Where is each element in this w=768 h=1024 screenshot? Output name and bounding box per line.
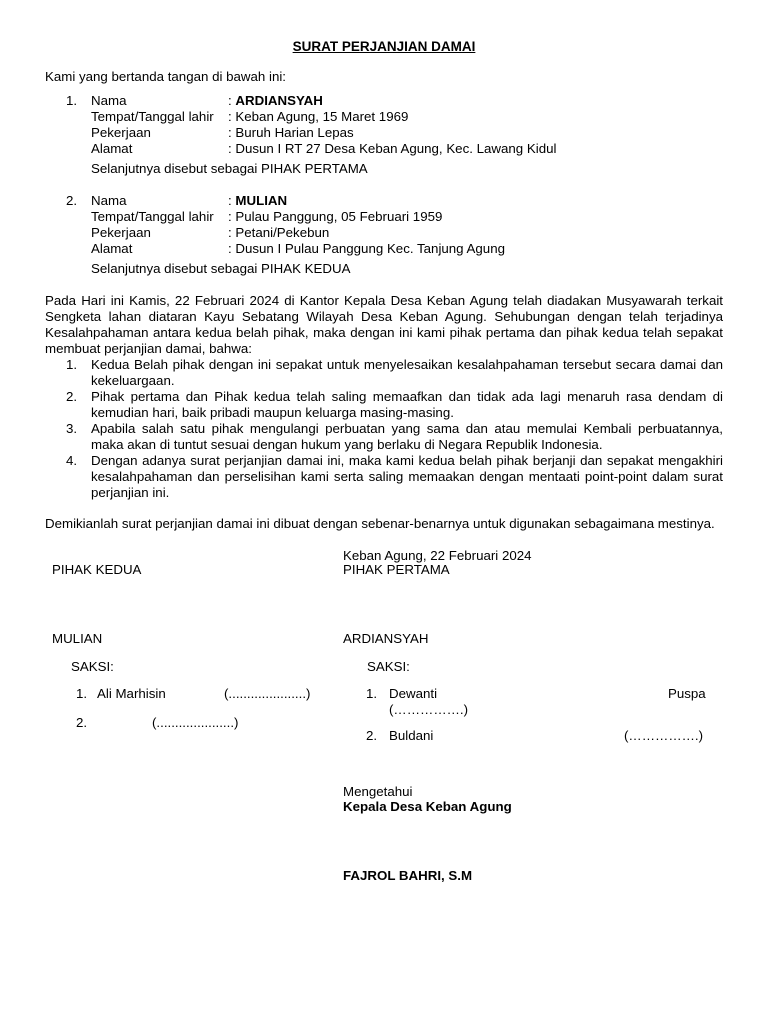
- point-text: Apabila salah satu pihak mengulangi perbuatan yang sama dan atau memulai Kembali perbuatannya, maka akan di tuntut sesuai dengan hukum yang berlaku di Negara Republik Indonesia.: [91, 421, 723, 452]
- party-second-name: MULIAN: [235, 193, 288, 208]
- field-value: : Dusun I Pulau Panggung Kec. Tanjung Agung: [228, 241, 505, 256]
- party-second-job-row: [66, 225, 505, 241]
- right-witness-1-sign: (…………….): [389, 702, 469, 717]
- party-second-block: [66, 193, 505, 277]
- left-witness-1-name: Ali Marhisin: [97, 686, 166, 701]
- field-label: Alamat: [91, 241, 133, 256]
- right-witness-2-sign: (…………….): [624, 728, 704, 743]
- agreement-point: [66, 357, 723, 389]
- party-second-birth-row: [66, 209, 505, 225]
- party-second-address-row: [66, 241, 505, 257]
- agreement-points: [66, 357, 723, 501]
- party-first-block: [66, 93, 556, 177]
- left-witness-2-sign: (.....................): [152, 715, 239, 730]
- party-first-number: 1.: [66, 93, 78, 108]
- acknowledge-label: Mengetahui: [343, 784, 413, 799]
- field-value: : Buruh Harian Lepas: [228, 125, 354, 140]
- right-witness-label: SAKSI:: [367, 659, 410, 674]
- field-label: Alamat: [91, 141, 133, 156]
- party-first-name-row: [66, 93, 556, 109]
- right-witness-2-number: 2.: [366, 728, 378, 743]
- left-sign-role: PIHAK KEDUA: [52, 562, 142, 577]
- point-number: 3.: [66, 421, 78, 436]
- right-witness-1-number: 1.: [366, 686, 378, 701]
- left-witness-2-number: 2.: [76, 715, 88, 730]
- point-text: Pihak pertama dan Pihak kedua telah saling memaafkan dan tidak ada lagi menaruh rasa dendam di kemudian hari, baik pribadi maupun keluarga masing-masing.: [91, 389, 723, 420]
- point-text: Kedua Belah pihak dengan ini sepakat untuk menyelesaikan kesalahpahaman tersebut secara damai dan kekeluargaan.: [91, 357, 723, 388]
- left-sign-name: MULIAN: [52, 631, 103, 646]
- field-label: Nama: [91, 93, 127, 108]
- body-paragraph: Pada Hari ini Kamis, 22 Februari 2024 di Kantor Kepala Desa Keban Agung telah diadakan Musyawarah terkait Sengketa lahan diataran Kayu Sebatang Wilayah Desa Keban Agung. Sehubungan dengan telah terjadinya Kesalahpahaman antara kedua belah pihak, maka dengan ini kami pihak pertama dan pihak kedua telah sepakat membuat perjanjian damai, bahwa:: [45, 293, 723, 356]
- point-number: 2.: [66, 389, 78, 404]
- agreement-point: [66, 421, 723, 453]
- field-value: : Keban Agung, 15 Maret 1969: [228, 109, 409, 124]
- right-witness-1-name-extra: Puspa: [668, 686, 706, 701]
- acknowledge-position: Kepala Desa Keban Agung: [343, 799, 512, 814]
- right-sign-name: ARDIANSYAH: [343, 631, 429, 646]
- party-first-name: ARDIANSYAH: [235, 93, 323, 108]
- document-title: SURAT PERJANJIAN DAMAI: [292, 39, 476, 54]
- party-second-name-row: [66, 193, 505, 209]
- party-second-note: Selanjutnya disebut sebagai PIHAK KEDUA: [91, 261, 351, 276]
- agreement-point: [66, 389, 723, 421]
- field-colon: :: [228, 193, 236, 208]
- closing-paragraph: Demikianlah surat perjanjian damai ini dibuat dengan sebenar-benarnya untuk digunakan sebagaimana mestinya.: [45, 516, 715, 531]
- left-witness-label: SAKSI:: [71, 659, 114, 674]
- field-value: : Petani/Pekebun: [228, 225, 330, 240]
- acknowledge-name: FAJROL BAHRI, S.M: [343, 868, 473, 883]
- intro-text: Kami yang bertanda tangan di bawah ini:: [45, 69, 286, 84]
- point-number: 4.: [66, 453, 78, 468]
- party-first-job-row: [66, 125, 556, 141]
- field-colon: :: [228, 93, 236, 108]
- field-value: : Pulau Panggung, 05 Februari 1959: [228, 209, 443, 224]
- party-first-address-row: [66, 141, 556, 157]
- field-label: Tempat/Tanggal lahir: [91, 209, 214, 224]
- party-first-birth-row: [66, 109, 556, 125]
- right-sign-role: PIHAK PERTAMA: [343, 562, 450, 577]
- agreement-point: [66, 453, 723, 501]
- right-witness-1-name: Dewanti: [389, 686, 438, 701]
- point-number: 1.: [66, 357, 78, 372]
- place-date: Keban Agung, 22 Februari 2024: [343, 548, 532, 563]
- field-value: : Dusun I RT 27 Desa Keban Agung, Kec. Lawang Kidul: [228, 141, 557, 156]
- field-label: Tempat/Tanggal lahir: [91, 109, 214, 124]
- left-witness-1-sign: (.....................): [224, 686, 311, 701]
- left-witness-1-number: 1.: [76, 686, 88, 701]
- right-witness-2-name: Buldani: [389, 728, 434, 743]
- point-text: Dengan adanya surat perjanjian damai ini, maka kami kedua belah pihak berjanji dan sepakat mengakhiri kesalahpahaman dan perselisihan kami serta saling memaakan dengan mentaati point-point dalam surat perjanjian ini.: [91, 453, 723, 500]
- field-label: Pekerjaan: [91, 125, 151, 140]
- party-second-number: 2.: [66, 193, 78, 208]
- party-first-note: Selanjutnya disebut sebagai PIHAK PERTAMA: [91, 161, 368, 176]
- field-label: Nama: [91, 193, 127, 208]
- field-label: Pekerjaan: [91, 225, 151, 240]
